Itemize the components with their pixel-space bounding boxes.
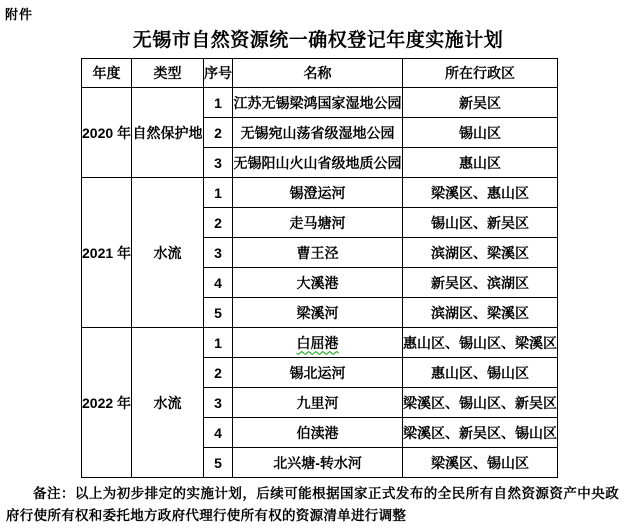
district-cell: 锡山区、新吴区 — [403, 208, 558, 238]
header-cell-type: 类型 — [132, 59, 204, 88]
name-cell: 九里河 — [233, 388, 403, 418]
district-cell: 惠山区 — [403, 148, 558, 178]
district-cell: 滨湖区、梁溪区 — [403, 238, 558, 268]
seq-cell: 3 — [204, 238, 233, 268]
spellchecked-name: 白屈港 — [296, 334, 339, 351]
name-cell: 曹王泾 — [233, 238, 403, 268]
district-cell: 梁溪区、新吴区、锡山区 — [403, 418, 558, 448]
name-cell: 江苏无锡梁鸿国家湿地公园 — [233, 88, 403, 118]
seq-cell: 5 — [204, 448, 233, 478]
seq-cell: 2 — [204, 208, 233, 238]
seq-cell: 4 — [204, 268, 233, 298]
header-row — [82, 59, 558, 88]
seq-cell: 1 — [204, 178, 233, 208]
header-cell-name: 名称 — [233, 59, 403, 88]
seq-cell: 1 — [204, 88, 233, 118]
district-cell: 锡山区 — [403, 118, 558, 148]
district-cell: 滨湖区、梁溪区 — [403, 298, 558, 328]
type-cell: 水流 — [132, 178, 204, 328]
seq-cell: 3 — [204, 388, 233, 418]
seq-cell: 5 — [204, 298, 233, 328]
district-cell: 梁溪区、锡山区 — [403, 448, 558, 478]
table-row — [82, 178, 558, 208]
header-cell-year: 年度 — [82, 59, 132, 88]
district-cell: 惠山区、锡山区 — [403, 358, 558, 388]
district-cell: 新吴区、滨湖区 — [403, 268, 558, 298]
note-text: 备注：以上为初步排定的实施计划，后续可能根据国家正式发布的全民所有自然资源资产中央政府行使所有权和委托地方政府代理行使所有权的资源清单进行调整 — [6, 486, 619, 523]
type-cell: 水流 — [132, 328, 204, 478]
name-cell: 无锡阳山火山省级地质公园 — [233, 148, 403, 178]
name-cell: 北兴塘-转水河 — [233, 448, 403, 478]
district-cell: 新吴区 — [403, 88, 558, 118]
district-cell: 惠山区、锡山区、梁溪区 — [403, 328, 558, 358]
page-title: 无锡市自然资源统一确权登记年度实施计划 — [132, 30, 504, 51]
seq-cell: 2 — [204, 118, 233, 148]
name-cell: 大溪港 — [233, 268, 403, 298]
year-cell: 2021 年 — [82, 178, 132, 328]
year-cell: 2020 年 — [82, 88, 132, 178]
name-cell: 锡澄运河 — [233, 178, 403, 208]
district-cell: 梁溪区、惠山区 — [403, 178, 558, 208]
district-cell: 梁溪区、锡山区、新吴区 — [403, 388, 558, 418]
name-cell: 梁溪河 — [233, 298, 403, 328]
plan-table — [81, 58, 558, 478]
name-cell: 锡北运河 — [233, 358, 403, 388]
seq-cell: 3 — [204, 148, 233, 178]
attachment-label: 附件 — [5, 7, 34, 22]
seq-cell: 1 — [204, 328, 233, 358]
seq-cell: 2 — [204, 358, 233, 388]
name-cell — [233, 328, 403, 358]
table-row — [82, 88, 558, 118]
table-row — [82, 328, 558, 358]
header-cell-seq: 序号 — [204, 59, 233, 88]
name-cell: 无锡宛山荡省级湿地公园 — [233, 118, 403, 148]
year-cell: 2022 年 — [82, 328, 132, 478]
type-cell: 自然保护地 — [132, 88, 204, 178]
name-cell: 伯渎港 — [233, 418, 403, 448]
header-cell-district: 所在行政区 — [403, 59, 558, 88]
name-cell: 走马塘河 — [233, 208, 403, 238]
seq-cell: 4 — [204, 418, 233, 448]
